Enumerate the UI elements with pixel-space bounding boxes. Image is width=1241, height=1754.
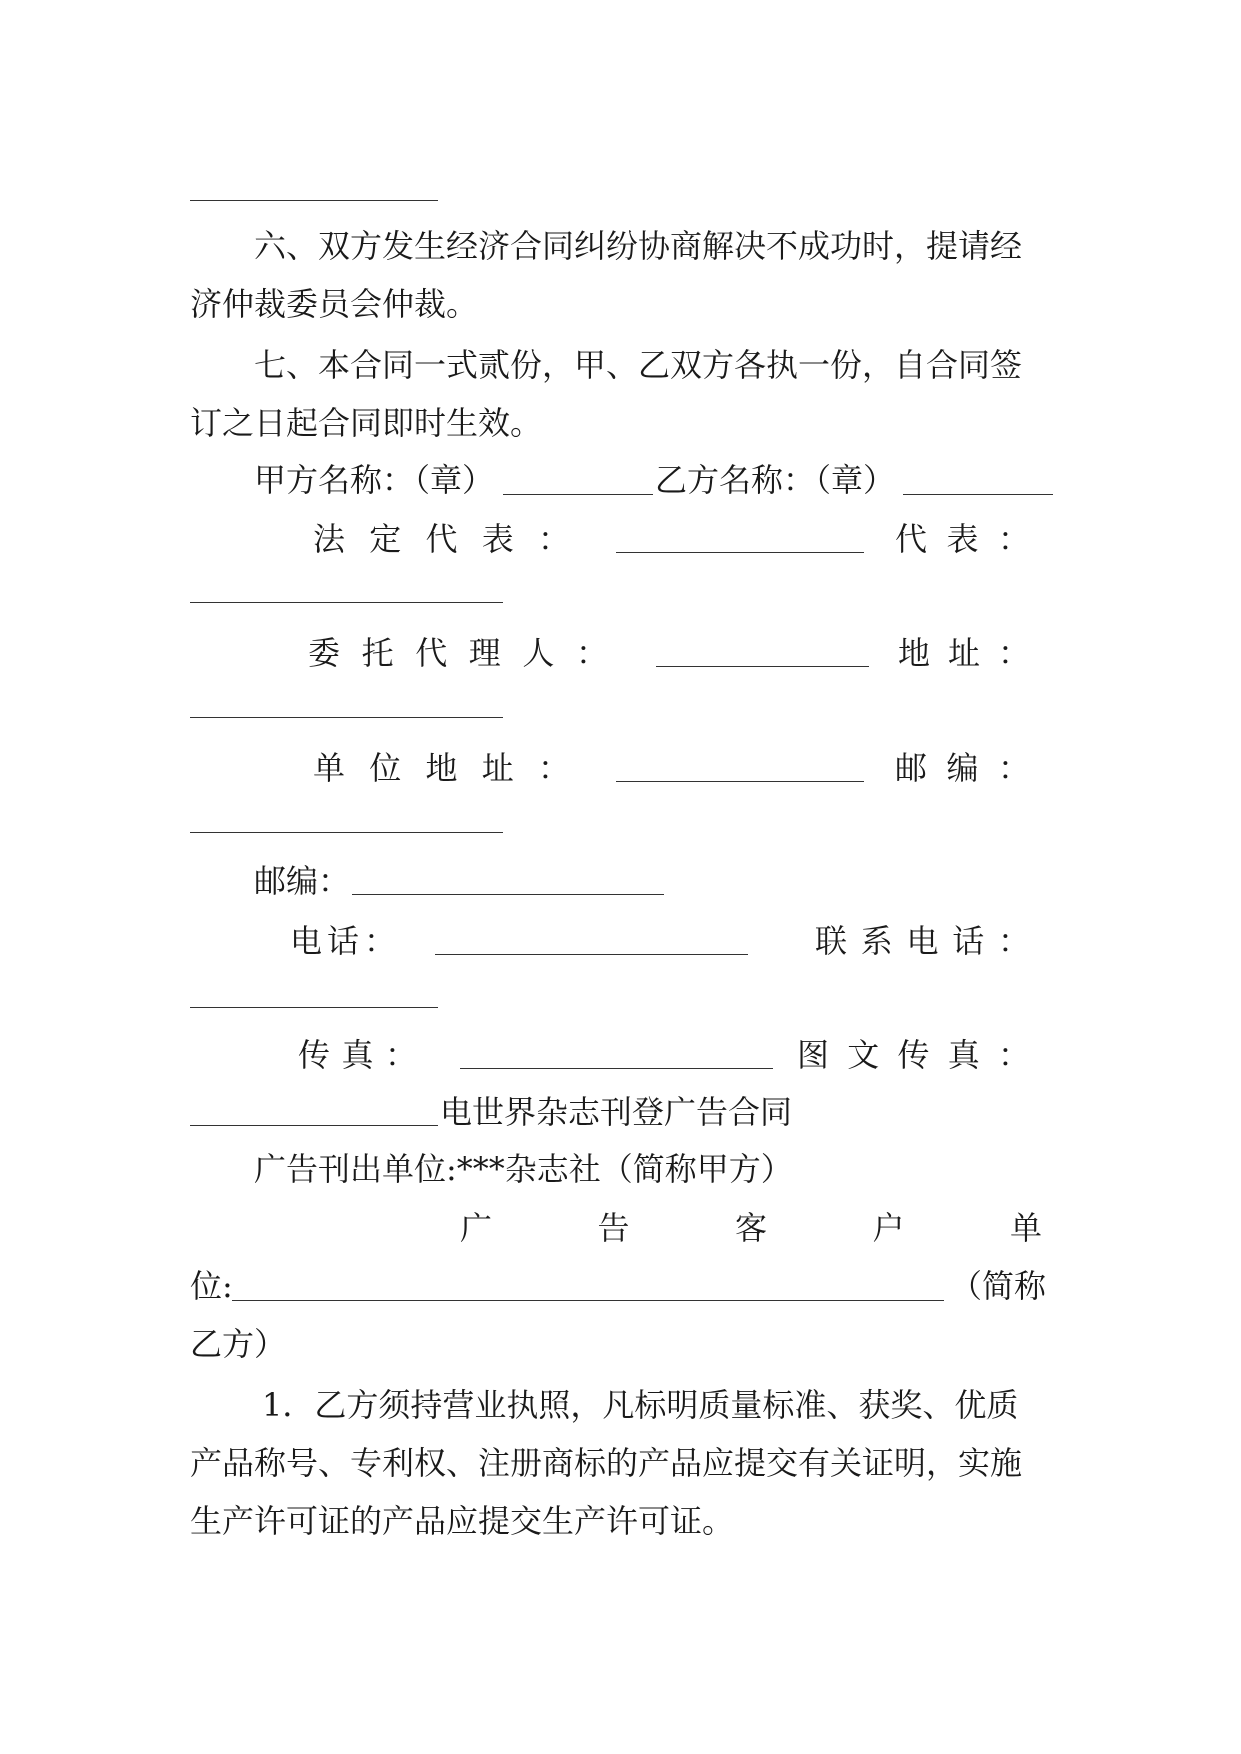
fax-label [298,1036,417,1074]
char: 户 [872,1209,905,1247]
agent-label [308,634,608,672]
contract-title-fragment: 电世界杂志刊登广告合同 [440,1093,793,1131]
legal-rep-label [313,520,570,558]
char: ： [997,749,1030,787]
publisher-line: 广告刊出单位:***杂志社（简称甲方） [254,1150,793,1188]
char: 话 [952,922,985,960]
char: 托 [361,634,394,672]
graphic-fax-blank [190,1125,438,1126]
clause-7-line-1: 七、本合同一式贰份，甲、乙双方各执一份，自合同签 [254,346,1023,384]
party-b-name-label: 乙方名称：（章） [655,461,896,499]
char: 委 [308,634,341,672]
phone-label [290,922,396,960]
postcode-b-blank [190,832,503,833]
agent-blank [656,666,869,667]
clause-6-line-2: 济仲裁委员会仲裁。 [190,285,479,323]
char: 文 [847,1036,880,1074]
contact-phone-label [815,922,1030,960]
char: 真 [947,1036,980,1074]
phone-blank [435,954,748,955]
unit-address-blank [616,781,864,782]
char: 法 [313,520,346,558]
client-label [460,1209,1042,1247]
char: 代 [425,520,458,558]
char: ： [363,922,396,960]
char: 告 [597,1209,630,1247]
char: 客 [734,1209,767,1247]
char: 位 [369,749,402,787]
char: ： [997,922,1030,960]
char: 编 [946,749,979,787]
char: ： [575,634,608,672]
legal-rep-blank [616,552,864,553]
address-blank [190,717,503,718]
clause-6-line-1: 六、双方发生经济合同纠纷协商解决不成功时，提请经 [254,227,1023,265]
unit-address-label [313,749,570,787]
char: 定 [369,520,402,558]
blank-underline [190,200,438,201]
rep-label [895,520,1030,558]
graphic-fax-label [797,1036,1030,1074]
postcode-a-blank [352,894,664,895]
char: 表 [946,520,979,558]
char: 图 [797,1036,830,1074]
item-1-line-3: 生产许可证的产品应提交生产许可证。 [190,1502,735,1540]
party-a-name-blank [503,494,653,495]
clause-7-line-2: 订之日起合同即时生效。 [190,404,543,442]
client-name-blank [232,1300,944,1301]
client-line-2-suffix: （简称 [950,1267,1047,1305]
postcode-b-label [895,749,1030,787]
char: 传 [897,1036,930,1074]
char: 广 [460,1209,493,1247]
char: ： [997,634,1030,672]
char: ： [537,749,570,787]
char: 地 [898,634,931,672]
party-b-name-blank [903,494,1053,495]
char: 电 [906,922,939,960]
char: 单 [1009,1209,1042,1247]
postcode-a-label: 邮编： [254,862,351,900]
char: 代 [415,634,448,672]
rep-blank [190,602,503,603]
char: 表 [481,520,514,558]
client-line-3: 乙方） [190,1325,287,1363]
party-a-name-label: 甲方名称：（章） [254,461,495,499]
char: 代 [895,520,928,558]
char: 传 [298,1036,331,1074]
char: 邮 [895,749,928,787]
char: 联 [815,922,848,960]
char: ： [537,520,570,558]
char: 址 [481,749,514,787]
char: 真 [341,1036,374,1074]
fax-blank [460,1068,773,1069]
contact-phone-blank [190,1007,438,1008]
char: ： [997,520,1030,558]
address-label [898,634,1030,672]
char: 地 [425,749,458,787]
char: 人 [522,634,555,672]
char: 电 [290,922,323,960]
char: 系 [860,922,893,960]
char: 理 [468,634,501,672]
char: 址 [947,634,980,672]
item-1-line-1: 1．乙方须持营业执照，凡标明质量标准、获奖、优质 [262,1386,1019,1424]
client-line-2-prefix: 位: [190,1267,233,1305]
char: 单 [313,749,346,787]
item-1-line-2: 产品称号、专利权、注册商标的产品应提交有关证明，实施 [190,1444,1023,1482]
char: ： [997,1036,1030,1074]
char: 话 [326,922,359,960]
char: ： [384,1036,417,1074]
